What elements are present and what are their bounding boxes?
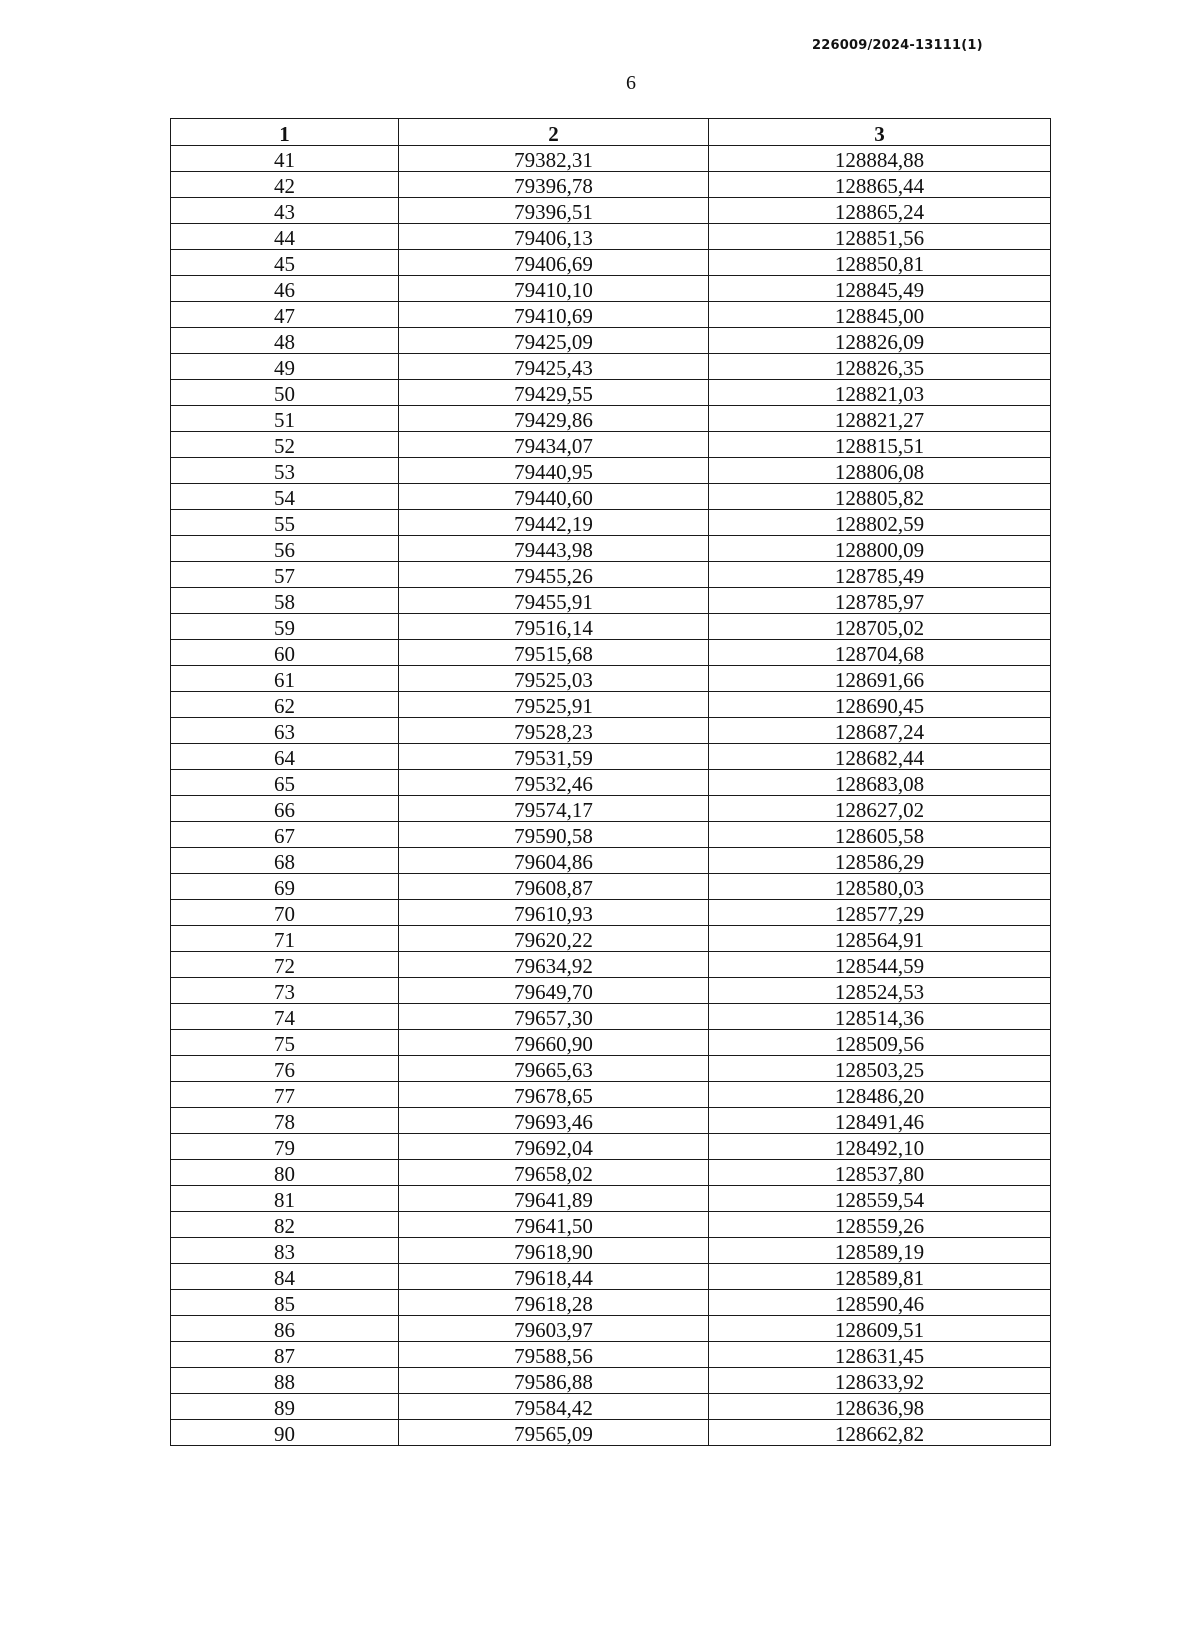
coordinate-y-cell: 128682,44	[709, 744, 1051, 770]
table-row	[171, 718, 1051, 744]
coordinate-x-cell: 79565,09	[399, 1420, 709, 1446]
table-row	[171, 172, 1051, 198]
coordinate-y-cell: 128605,58	[709, 822, 1051, 848]
coordinate-x-cell: 79649,70	[399, 978, 709, 1004]
coordinate-x-cell: 79618,28	[399, 1290, 709, 1316]
coordinate-x-cell: 79618,44	[399, 1264, 709, 1290]
coordinate-x-cell: 79660,90	[399, 1030, 709, 1056]
table-row	[171, 562, 1051, 588]
coordinate-x-cell: 79443,98	[399, 536, 709, 562]
table-row	[171, 1082, 1051, 1108]
table-row	[171, 1030, 1051, 1056]
table-row	[171, 770, 1051, 796]
table-row	[171, 1108, 1051, 1134]
point-number-cell: 65	[171, 770, 399, 796]
table-row	[171, 484, 1051, 510]
table-row	[171, 1342, 1051, 1368]
coordinate-y-cell: 128821,27	[709, 406, 1051, 432]
point-number-cell: 55	[171, 510, 399, 536]
table-row	[171, 1004, 1051, 1030]
coordinate-x-cell: 79406,69	[399, 250, 709, 276]
point-number-cell: 56	[171, 536, 399, 562]
coordinate-y-cell: 128806,08	[709, 458, 1051, 484]
table-row	[171, 458, 1051, 484]
coordinate-x-cell: 79620,22	[399, 926, 709, 952]
coordinate-y-cell: 128486,20	[709, 1082, 1051, 1108]
coordinate-x-cell: 79574,17	[399, 796, 709, 822]
point-number-cell: 41	[171, 146, 399, 172]
coordinate-y-cell: 128491,46	[709, 1108, 1051, 1134]
coordinate-y-cell: 128884,88	[709, 146, 1051, 172]
coordinate-x-cell: 79410,69	[399, 302, 709, 328]
coordinate-y-cell: 128851,56	[709, 224, 1051, 250]
point-number-cell: 87	[171, 1342, 399, 1368]
coordinate-y-cell: 128589,19	[709, 1238, 1051, 1264]
column-header-3: 3	[709, 119, 1051, 146]
coordinate-x-cell: 79641,50	[399, 1212, 709, 1238]
table-row	[171, 1394, 1051, 1420]
coordinate-x-cell: 79608,87	[399, 874, 709, 900]
point-number-cell: 76	[171, 1056, 399, 1082]
table-row	[171, 1186, 1051, 1212]
point-number-cell: 48	[171, 328, 399, 354]
point-number-cell: 78	[171, 1108, 399, 1134]
point-number-cell: 88	[171, 1368, 399, 1394]
coordinate-x-cell: 79410,10	[399, 276, 709, 302]
coordinate-y-cell: 128821,03	[709, 380, 1051, 406]
point-number-cell: 81	[171, 1186, 399, 1212]
table-body	[171, 146, 1051, 1446]
table-row	[171, 406, 1051, 432]
point-number-cell: 90	[171, 1420, 399, 1446]
coordinate-x-cell: 79634,92	[399, 952, 709, 978]
coordinates-table	[170, 118, 1051, 1446]
table-row	[171, 640, 1051, 666]
point-number-cell: 53	[171, 458, 399, 484]
coordinate-x-cell: 79586,88	[399, 1368, 709, 1394]
coordinate-y-cell: 128802,59	[709, 510, 1051, 536]
coordinate-x-cell: 79658,02	[399, 1160, 709, 1186]
coordinate-y-cell: 128805,82	[709, 484, 1051, 510]
coordinate-y-cell: 128503,25	[709, 1056, 1051, 1082]
coordinate-x-cell: 79429,86	[399, 406, 709, 432]
coordinate-x-cell: 79692,04	[399, 1134, 709, 1160]
coordinate-y-cell: 128826,09	[709, 328, 1051, 354]
coordinate-x-cell: 79515,68	[399, 640, 709, 666]
point-number-cell: 54	[171, 484, 399, 510]
coordinate-y-cell: 128627,02	[709, 796, 1051, 822]
coordinate-x-cell: 79584,42	[399, 1394, 709, 1420]
point-number-cell: 52	[171, 432, 399, 458]
coordinate-y-cell: 128845,00	[709, 302, 1051, 328]
table-row	[171, 692, 1051, 718]
coordinate-x-cell: 79406,13	[399, 224, 709, 250]
table-row	[171, 250, 1051, 276]
coordinate-x-cell: 79528,23	[399, 718, 709, 744]
coordinate-y-cell: 128586,29	[709, 848, 1051, 874]
point-number-cell: 45	[171, 250, 399, 276]
table-row	[171, 822, 1051, 848]
coordinate-x-cell: 79610,93	[399, 900, 709, 926]
point-number-cell: 84	[171, 1264, 399, 1290]
coordinate-y-cell: 128687,24	[709, 718, 1051, 744]
point-number-cell: 82	[171, 1212, 399, 1238]
column-header-1: 1	[171, 119, 399, 146]
point-number-cell: 83	[171, 1238, 399, 1264]
coordinate-y-cell: 128514,36	[709, 1004, 1051, 1030]
point-number-cell: 49	[171, 354, 399, 380]
point-number-cell: 60	[171, 640, 399, 666]
point-number-cell: 46	[171, 276, 399, 302]
point-number-cell: 70	[171, 900, 399, 926]
coordinate-y-cell: 128589,81	[709, 1264, 1051, 1290]
coordinate-y-cell: 128564,91	[709, 926, 1051, 952]
coordinate-y-cell: 128705,02	[709, 614, 1051, 640]
coordinate-x-cell: 79525,91	[399, 692, 709, 718]
coordinate-y-cell: 128845,49	[709, 276, 1051, 302]
table-row	[171, 952, 1051, 978]
coordinate-x-cell: 79425,43	[399, 354, 709, 380]
coordinate-x-cell: 79425,09	[399, 328, 709, 354]
table-row	[171, 432, 1051, 458]
table-row	[171, 224, 1051, 250]
point-number-cell: 74	[171, 1004, 399, 1030]
table-row	[171, 1290, 1051, 1316]
point-number-cell: 63	[171, 718, 399, 744]
table-row	[171, 1056, 1051, 1082]
coordinate-y-cell: 128785,97	[709, 588, 1051, 614]
table-row	[171, 614, 1051, 640]
coordinate-x-cell: 79532,46	[399, 770, 709, 796]
coordinate-y-cell: 128559,54	[709, 1186, 1051, 1212]
point-number-cell: 66	[171, 796, 399, 822]
table-row	[171, 1264, 1051, 1290]
coordinate-x-cell: 79442,19	[399, 510, 709, 536]
coordinate-x-cell: 79396,51	[399, 198, 709, 224]
coordinate-x-cell: 79429,55	[399, 380, 709, 406]
table-row	[171, 198, 1051, 224]
coordinate-y-cell: 128865,24	[709, 198, 1051, 224]
point-number-cell: 77	[171, 1082, 399, 1108]
coordinate-x-cell: 79604,86	[399, 848, 709, 874]
coordinate-x-cell: 79618,90	[399, 1238, 709, 1264]
coordinate-y-cell: 128590,46	[709, 1290, 1051, 1316]
table-row	[171, 1212, 1051, 1238]
table-row	[171, 874, 1051, 900]
coordinate-y-cell: 128559,26	[709, 1212, 1051, 1238]
coordinate-y-cell: 128633,92	[709, 1368, 1051, 1394]
coordinate-x-cell: 79641,89	[399, 1186, 709, 1212]
coordinate-y-cell: 128609,51	[709, 1316, 1051, 1342]
point-number-cell: 50	[171, 380, 399, 406]
table-row	[171, 1238, 1051, 1264]
table-row	[171, 380, 1051, 406]
coordinate-y-cell: 128691,66	[709, 666, 1051, 692]
coordinate-y-cell: 128815,51	[709, 432, 1051, 458]
point-number-cell: 68	[171, 848, 399, 874]
coordinate-x-cell: 79396,78	[399, 172, 709, 198]
point-number-cell: 71	[171, 926, 399, 952]
coordinate-x-cell: 79440,95	[399, 458, 709, 484]
coordinate-y-cell: 128537,80	[709, 1160, 1051, 1186]
point-number-cell: 44	[171, 224, 399, 250]
table-row	[171, 978, 1051, 1004]
coordinate-x-cell: 79455,91	[399, 588, 709, 614]
coordinate-y-cell: 128785,49	[709, 562, 1051, 588]
coordinate-x-cell: 79603,97	[399, 1316, 709, 1342]
point-number-cell: 72	[171, 952, 399, 978]
coordinate-y-cell: 128662,82	[709, 1420, 1051, 1446]
table-row	[171, 796, 1051, 822]
point-number-cell: 47	[171, 302, 399, 328]
coordinate-x-cell: 79434,07	[399, 432, 709, 458]
table-row	[171, 146, 1051, 172]
coordinate-y-cell: 128690,45	[709, 692, 1051, 718]
coordinate-y-cell: 128704,68	[709, 640, 1051, 666]
point-number-cell: 80	[171, 1160, 399, 1186]
point-number-cell: 43	[171, 198, 399, 224]
table-header-row	[171, 119, 1051, 146]
point-number-cell: 86	[171, 1316, 399, 1342]
coordinate-y-cell: 128580,03	[709, 874, 1051, 900]
document-id: 226009/2024-13111(1)	[812, 38, 983, 53]
point-number-cell: 62	[171, 692, 399, 718]
point-number-cell: 57	[171, 562, 399, 588]
point-number-cell: 67	[171, 822, 399, 848]
coordinate-x-cell: 79455,26	[399, 562, 709, 588]
coordinate-x-cell: 79657,30	[399, 1004, 709, 1030]
coordinate-y-cell: 128524,53	[709, 978, 1051, 1004]
point-number-cell: 73	[171, 978, 399, 1004]
coordinate-x-cell: 79693,46	[399, 1108, 709, 1134]
point-number-cell: 61	[171, 666, 399, 692]
table-row	[171, 666, 1051, 692]
coordinate-y-cell: 128631,45	[709, 1342, 1051, 1368]
coordinate-y-cell: 128865,44	[709, 172, 1051, 198]
point-number-cell: 85	[171, 1290, 399, 1316]
coordinate-x-cell: 79516,14	[399, 614, 709, 640]
coordinate-y-cell: 128850,81	[709, 250, 1051, 276]
table-row	[171, 1160, 1051, 1186]
table-row	[171, 510, 1051, 536]
point-number-cell: 69	[171, 874, 399, 900]
point-number-cell: 59	[171, 614, 399, 640]
table-row	[171, 848, 1051, 874]
table-row	[171, 354, 1051, 380]
table-row	[171, 1316, 1051, 1342]
table-row	[171, 1368, 1051, 1394]
table-row	[171, 1420, 1051, 1446]
coordinate-y-cell: 128636,98	[709, 1394, 1051, 1420]
point-number-cell: 58	[171, 588, 399, 614]
table-row	[171, 900, 1051, 926]
table-row	[171, 588, 1051, 614]
coordinate-x-cell: 79525,03	[399, 666, 709, 692]
point-number-cell: 75	[171, 1030, 399, 1056]
coordinate-y-cell: 128577,29	[709, 900, 1051, 926]
table-row	[171, 926, 1051, 952]
column-header-2: 2	[399, 119, 709, 146]
table-row	[171, 744, 1051, 770]
coordinate-y-cell: 128800,09	[709, 536, 1051, 562]
coordinate-y-cell: 128826,35	[709, 354, 1051, 380]
coordinate-x-cell: 79531,59	[399, 744, 709, 770]
point-number-cell: 51	[171, 406, 399, 432]
table-row	[171, 536, 1051, 562]
coordinate-y-cell: 128492,10	[709, 1134, 1051, 1160]
coordinate-x-cell: 79382,31	[399, 146, 709, 172]
point-number-cell: 64	[171, 744, 399, 770]
point-number-cell: 42	[171, 172, 399, 198]
coordinate-x-cell: 79590,58	[399, 822, 709, 848]
table-row	[171, 276, 1051, 302]
table-row	[171, 1134, 1051, 1160]
coordinate-y-cell: 128509,56	[709, 1030, 1051, 1056]
coordinate-x-cell: 79440,60	[399, 484, 709, 510]
coordinate-x-cell: 79588,56	[399, 1342, 709, 1368]
table-row	[171, 302, 1051, 328]
point-number-cell: 79	[171, 1134, 399, 1160]
coordinate-y-cell: 128544,59	[709, 952, 1051, 978]
table-row	[171, 328, 1051, 354]
coordinate-x-cell: 79678,65	[399, 1082, 709, 1108]
point-number-cell: 89	[171, 1394, 399, 1420]
page-number: 6	[626, 72, 636, 94]
coordinate-y-cell: 128683,08	[709, 770, 1051, 796]
coordinate-x-cell: 79665,63	[399, 1056, 709, 1082]
